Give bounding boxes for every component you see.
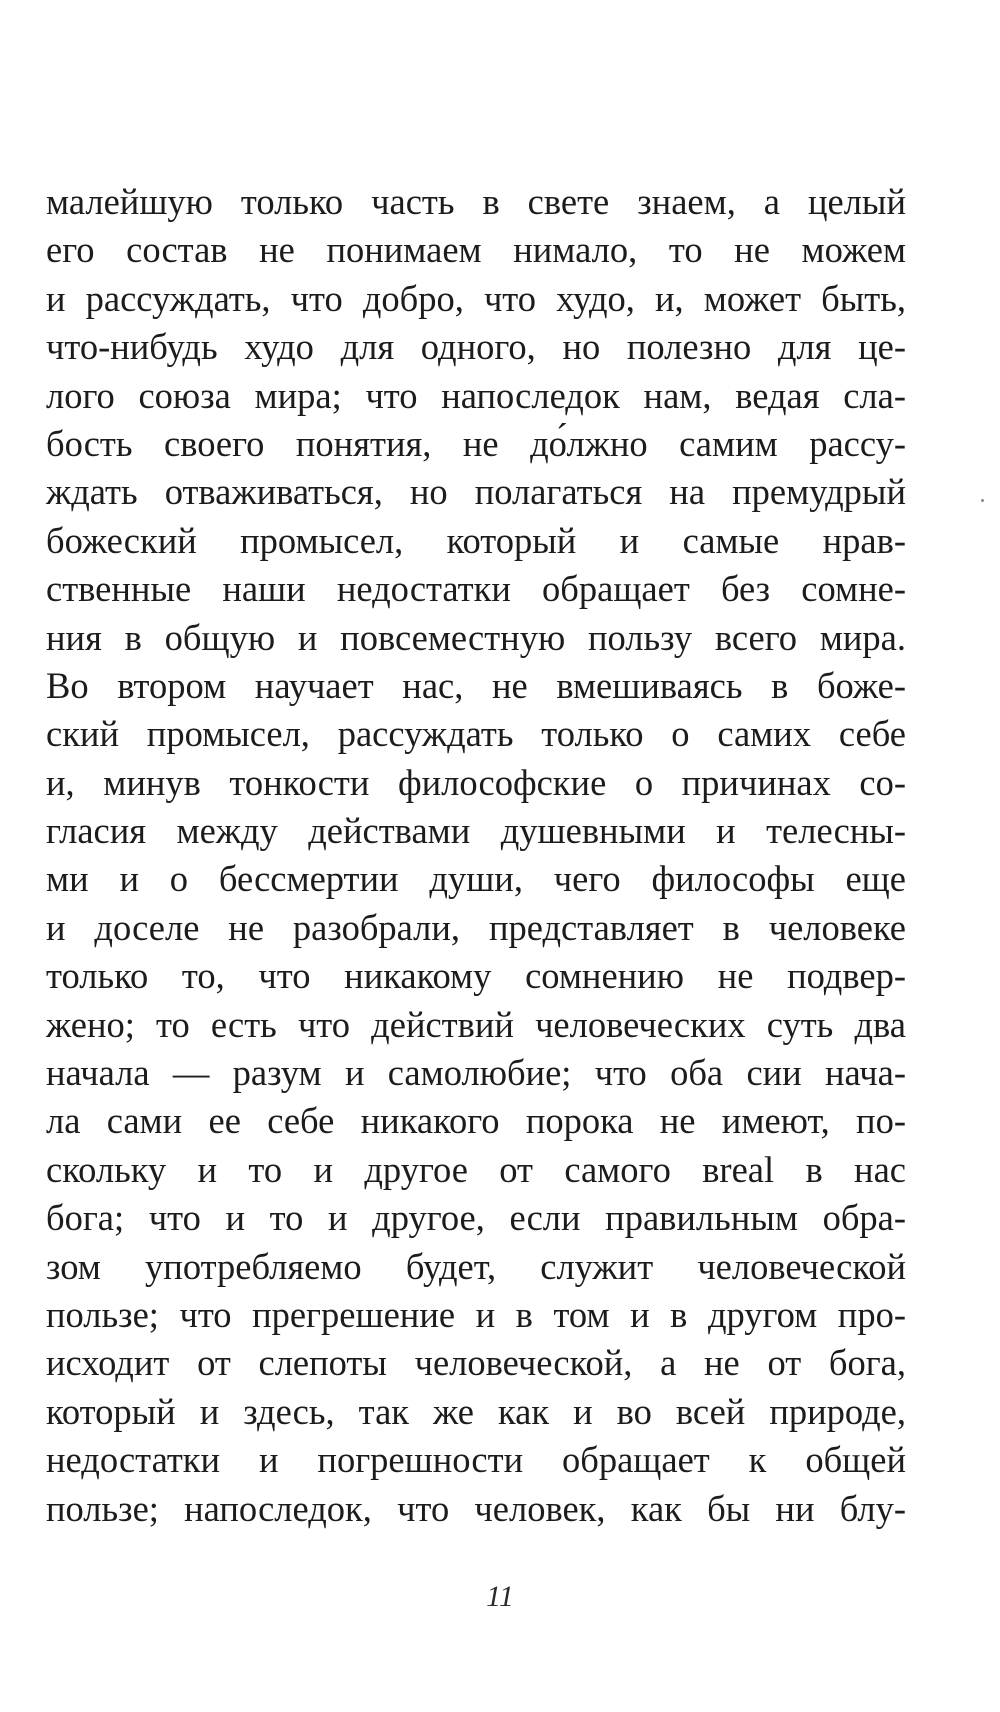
text-line: ния в общую и повсеместную пользу всего мира. xyxy=(46,616,906,658)
text-line: пользе; что прегрешение и в том и в другом про- xyxy=(46,1293,906,1335)
text-line: его состав не понимаем нимало, то не можем xyxy=(46,229,906,271)
text-line: ла сами ее себе никакого порока не имеют, по- xyxy=(46,1100,906,1142)
text-line: ственные наши недостатки обращает без сомне- xyxy=(46,568,906,610)
text-line: ждать отваживаться, но полагаться на премудрый xyxy=(46,471,906,513)
text-line: и рассуждать, что добро, что худо, и, может быть, xyxy=(46,277,906,319)
body-text xyxy=(46,178,906,1533)
text-line: бога; что и то и другое, если правильным обра- xyxy=(46,1197,906,1239)
text-line: начала — разум и самолюбие; что оба сии нача- xyxy=(46,1052,906,1094)
text-line: гласия между действами душевными и телесны- xyxy=(46,810,906,852)
text-line: ский промысел, рассуждать только о самих себе xyxy=(46,713,906,755)
text-line: скольку и то и другое от самого вreal в нас xyxy=(46,1148,906,1190)
text-line: который и здесь, так же как и во всей природе, xyxy=(46,1390,906,1432)
text-line: малейшую только часть в свете знаем, а целый xyxy=(46,181,906,222)
text-line: и, минув тонкости философские о причинах со- xyxy=(46,761,906,803)
text-line: только то, что никакому сомнению не подвер- xyxy=(46,955,906,997)
page-number: 11 xyxy=(486,1580,514,1613)
text-line: божеский промысел, который и самые нрав- xyxy=(46,519,906,561)
text-line: и доселе не разобрали, представляет в человеке xyxy=(46,906,906,948)
text-line: недостатки и погрешности обращает к общей xyxy=(46,1439,906,1481)
text-line: лого союза мира; что напоследок нам, ведая сла- xyxy=(46,374,906,416)
text-line: исходит от слепоты человеческой, а не от бога, xyxy=(46,1342,906,1384)
scan-speck xyxy=(981,499,984,502)
text-line: бость своего понятия, не до́лжно самим рассу- xyxy=(46,422,906,464)
text-line: что-нибудь худо для одного, но полезно для це- xyxy=(46,326,906,368)
text-line: жено; то есть что действий человеческих суть два xyxy=(46,1003,906,1045)
text-line: ми и о бессмертии души, чего философы еще xyxy=(46,858,906,900)
text-line: зом употребляемо будет, служит человеческой xyxy=(46,1245,906,1287)
text-line: Во втором научает нас, не вмешиваясь в боже- xyxy=(46,664,906,706)
text-line: пользе; напоследок, что человек, как бы ни блу- xyxy=(46,1487,906,1529)
